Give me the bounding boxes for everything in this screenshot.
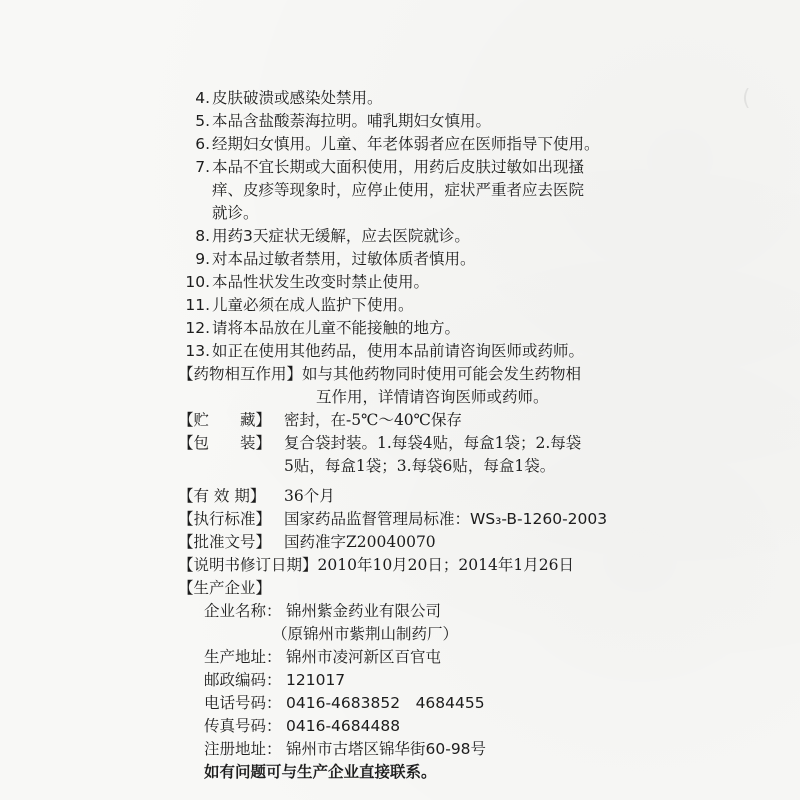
standard-section	[178, 509, 607, 529]
storage-section	[178, 410, 462, 430]
manufacturer-row	[204, 693, 485, 713]
item-text: 本品不宜长期或大面积使用，用药后皮肤过敏如出现搔	[212, 158, 585, 176]
section-text: 2010年10月20日；2014年1月26日	[317, 556, 574, 574]
section-label: 【包 装】	[178, 434, 272, 452]
field-value: 锦州市古塔区锦华街60-98号	[286, 740, 487, 758]
interaction-section	[178, 364, 581, 384]
item-number: 10.	[185, 273, 210, 291]
item-number: 12.	[185, 319, 210, 337]
field-key: 注册地址：	[204, 740, 282, 758]
section-text: 国家药品监督管理局标准：WS₃-B-1260-2003	[284, 510, 608, 528]
revision-section	[178, 555, 574, 575]
precaution-item-continued: 痒、皮疹等现象时，应停止使用，症状严重者应去医院	[212, 181, 585, 199]
item-text: 皮肤破溃或感染处禁用。	[212, 89, 383, 107]
item-number: 13.	[185, 342, 210, 360]
item-text: 如正在使用其他药品，使用本品前请咨询医师或药师。	[212, 342, 585, 360]
precaution-item	[182, 88, 383, 108]
manufacturer-row	[204, 739, 486, 759]
section-label: 【药物相互作用】	[178, 365, 303, 383]
item-text: 经期妇女慎用。儿童、年老体弱者应在医师指导下使用。	[212, 135, 600, 153]
section-text: 如与其他药物同时使用可能会发生药物相	[302, 365, 582, 383]
section-label: 【贮 藏】	[178, 411, 272, 429]
manufacturer-row	[204, 716, 400, 736]
section-text: 复合袋封装。1.每袋4贴，每盒1袋；2.每袋	[284, 434, 582, 452]
item-text: 本品含盐酸萘海拉明。哺乳期妇女慎用。	[212, 112, 492, 130]
field-value: 0416-4683852 4684455	[286, 694, 485, 712]
precaution-item	[182, 341, 584, 361]
item-text: 本品性状发生改变时禁止使用。	[212, 273, 430, 291]
item-number: 6.	[195, 135, 210, 153]
manufacturer-row	[272, 624, 458, 644]
packaging-continued: 5贴，每盒1袋；3.每袋6贴，每盒1袋。	[284, 457, 556, 475]
validity-section	[178, 486, 335, 506]
field-key: 邮政编码：	[204, 671, 282, 689]
section-text: 36个月	[284, 487, 335, 505]
field-value: 锦州紫金药业有限公司	[286, 602, 442, 620]
item-text: 对本品过敏者禁用，过敏体质者慎用。	[212, 250, 476, 268]
field-key: 传真号码：	[204, 717, 282, 735]
section-label: 【有 效 期】	[178, 487, 266, 505]
precaution-item	[182, 249, 476, 269]
section-label: 【说明书修订日期】	[178, 556, 318, 574]
precaution-item	[182, 272, 429, 292]
precaution-item	[182, 134, 600, 154]
field-value: 0416-4684488	[286, 717, 401, 735]
section-text: 国药准字Z20040070	[284, 533, 436, 551]
manufacturer-row	[204, 601, 441, 621]
precaution-item	[182, 226, 470, 246]
bleed-through-mark: (	[742, 86, 751, 111]
item-number: 9.	[195, 250, 210, 268]
item-text: 儿童必须在成人监护下使用。	[212, 296, 414, 314]
item-number: 8.	[195, 227, 210, 245]
precaution-item-continued: 就诊。	[212, 204, 259, 222]
precaution-item	[182, 295, 414, 315]
contact-note: 如有问题可与生产企业直接联系。	[204, 763, 437, 781]
field-key: 企业名称：	[204, 602, 282, 620]
interaction-continued: 互作用，详情请咨询医师或药师。	[316, 388, 549, 406]
precaution-item	[182, 157, 584, 177]
item-number: 7.	[195, 158, 210, 176]
field-key: 生产地址：	[204, 648, 282, 666]
approval-section	[178, 532, 436, 552]
section-text: 密封，在-5℃～40℃保存	[284, 411, 463, 429]
field-value: 121017	[286, 671, 346, 689]
manufacturer-row	[204, 670, 345, 690]
manufacturer-row	[204, 647, 441, 667]
field-value: 锦州市凌河新区百官屯	[286, 648, 442, 666]
item-text: 请将本品放在儿童不能接触的地方。	[212, 319, 461, 337]
section-label: 【批准文号】	[178, 533, 272, 551]
field-key: 电话号码：	[204, 694, 282, 712]
item-number: 5.	[195, 112, 210, 130]
item-text: 用药3天症状无缓解，应去医院就诊。	[212, 227, 470, 245]
manufacturer-label: 【生产企业】	[178, 579, 272, 597]
section-label: 【执行标准】	[178, 510, 272, 528]
item-number: 4.	[195, 89, 210, 107]
item-number: 11.	[185, 296, 210, 314]
field-value: （原锦州市紫荆山制药厂）	[272, 625, 459, 643]
packaging-section	[178, 433, 581, 453]
precaution-item	[182, 318, 460, 338]
precaution-item	[182, 111, 491, 131]
